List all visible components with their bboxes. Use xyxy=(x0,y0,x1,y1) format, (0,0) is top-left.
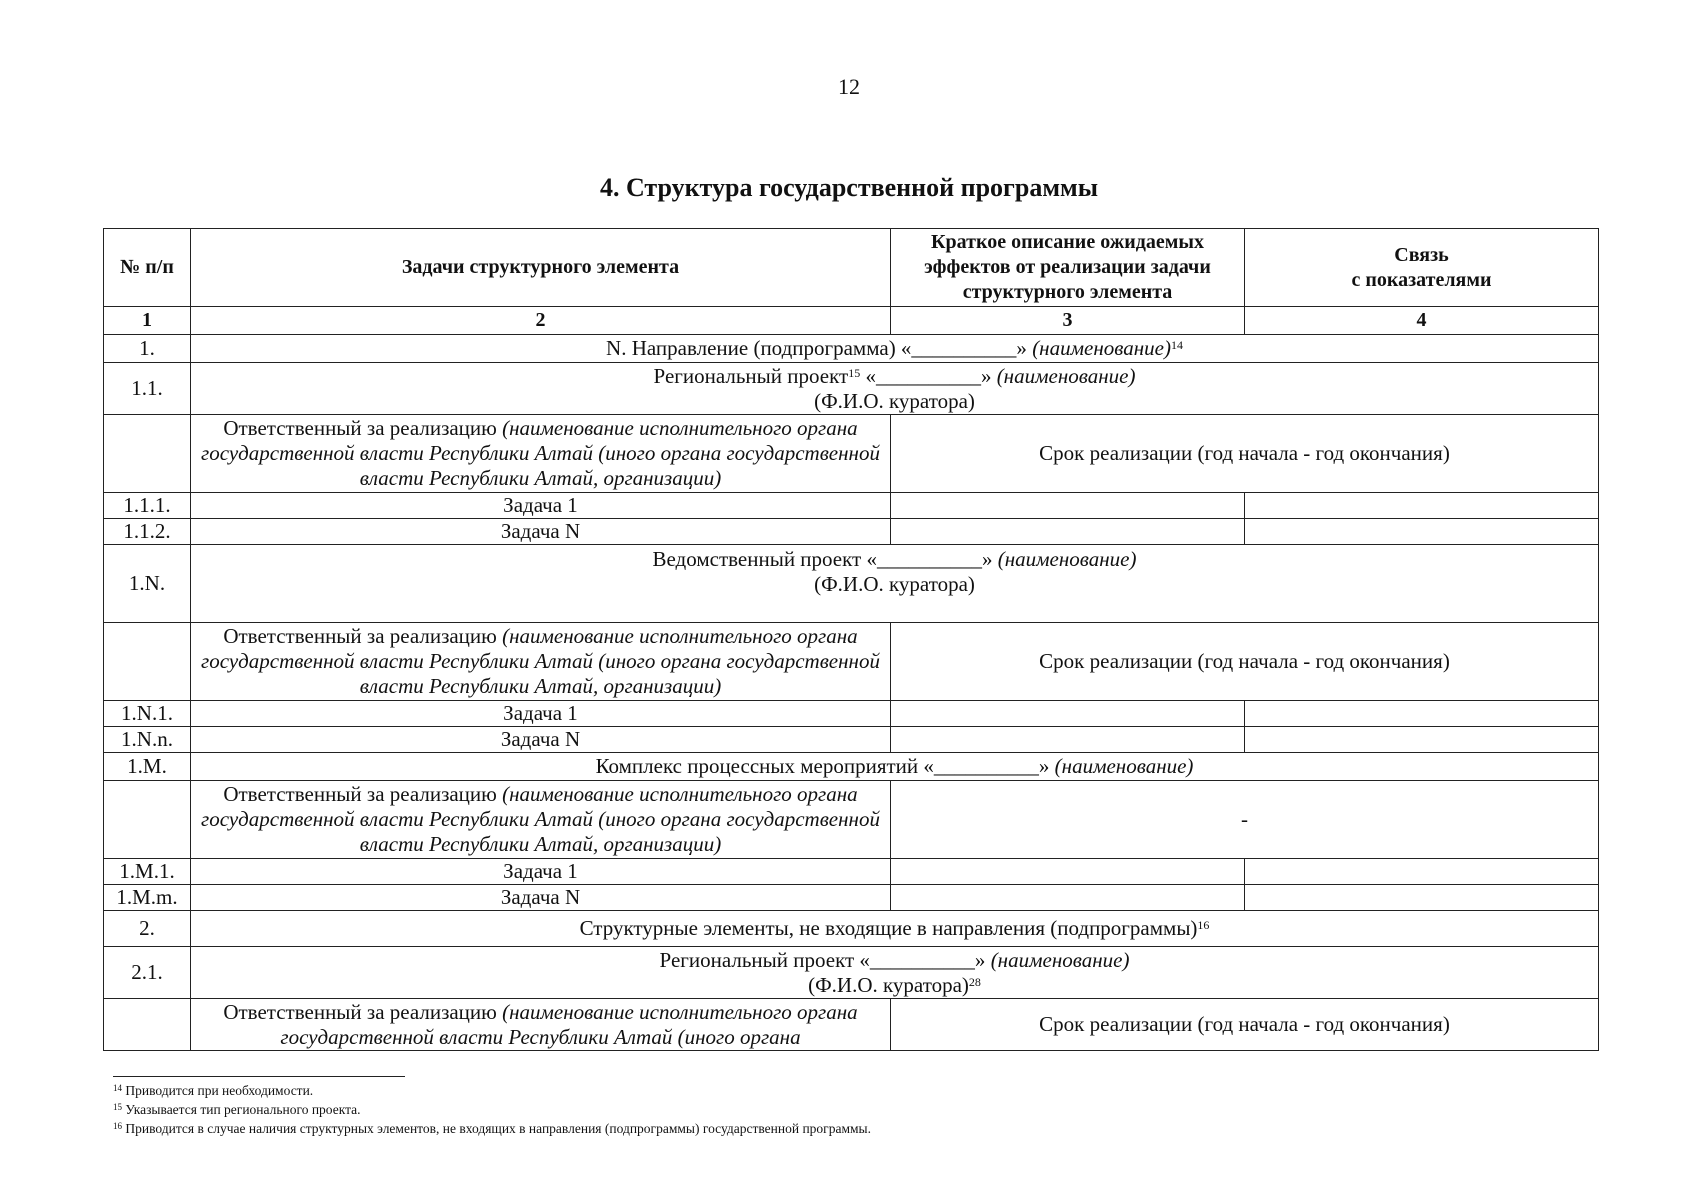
row-number: 1.N.n. xyxy=(104,727,191,753)
responsible-row xyxy=(104,999,1599,1051)
row-number: 1.N.1. xyxy=(104,701,191,727)
task-name: Задача 1 xyxy=(191,493,891,519)
footnote-ref: 15 xyxy=(848,365,861,380)
task-row xyxy=(104,885,1599,911)
footnote-ref: 14 xyxy=(1170,338,1183,352)
row-number: 1.M.m. xyxy=(104,885,191,911)
task-row xyxy=(104,493,1599,519)
header-link-line1: Связь xyxy=(1394,243,1449,266)
footnote xyxy=(113,1119,1413,1138)
regional-project-row xyxy=(104,363,1599,415)
header-row xyxy=(104,229,1599,307)
footnotes xyxy=(113,1075,1413,1138)
column-number: 4 xyxy=(1245,307,1599,335)
responsible-row xyxy=(104,781,1599,859)
row-number: 1.1. xyxy=(104,363,191,415)
header-link-line2: с показателями xyxy=(1351,268,1492,291)
curator-text: (Ф.И.О. куратора) xyxy=(814,572,975,596)
complex-text: Комплекс процессных мероприятий «__________» xyxy=(595,754,1055,778)
regional-project-text2: «__________» xyxy=(860,363,997,388)
responsible-cell xyxy=(191,623,891,701)
responsible-italic: (наименование исполнительного органа государственной власти Республики Алтай (иного органа государственной власти Республики Алтай, организации) xyxy=(201,782,880,856)
footnote-ref: 16 xyxy=(1197,918,1210,932)
header-tasks: Задачи структурного элемента xyxy=(191,229,891,307)
direction-title xyxy=(191,335,1599,363)
footnote-text: Приводится в случае наличия структурных элементов, не входящих в направления (подпрограммы) государственной программы. xyxy=(122,1121,871,1136)
departmental-project-italic: (наименование) xyxy=(997,547,1137,571)
row-number xyxy=(104,781,191,859)
column-number: 1 xyxy=(104,307,191,335)
departmental-project-title xyxy=(191,545,1599,623)
header-effects: Краткое описание ожидаемых эффектов от реализации задачи структурного элемента xyxy=(891,229,1245,307)
regional-project-row xyxy=(104,947,1599,999)
row-number xyxy=(104,415,191,493)
header-num: № п/п xyxy=(104,229,191,307)
column-number: 3 xyxy=(891,307,1245,335)
term-cell: Срок реализации (год начала - год окончания) xyxy=(891,999,1599,1051)
regional-project-title xyxy=(191,363,1599,415)
task-row xyxy=(104,701,1599,727)
row-number: 2. xyxy=(104,911,191,947)
effect-cell xyxy=(891,885,1245,911)
footnote-number: 16 xyxy=(113,1121,122,1131)
responsible-cell xyxy=(191,999,891,1051)
other-elements-row xyxy=(104,911,1599,947)
regional-project-text: Региональный проект «__________» xyxy=(659,947,991,972)
responsible-prefix: Ответственный за реализацию xyxy=(223,416,503,440)
row-number: 1.M.1. xyxy=(104,859,191,885)
responsible-italic: (наименование исполнительного органа государственной власти Республики Алтай (иного органа xyxy=(280,999,858,1049)
link-cell xyxy=(1245,519,1599,545)
effect-cell xyxy=(891,859,1245,885)
responsible-italic: (наименование исполнительного органа государственной власти Республики Алтай (иного органа государственной власти Республики Алтай, организации) xyxy=(201,416,880,490)
complex-title xyxy=(191,753,1599,781)
responsible-cell xyxy=(191,415,891,493)
footnote-number: 14 xyxy=(113,1083,122,1093)
footnote-text: Указывается тип регионального проекта. xyxy=(122,1102,361,1117)
term-cell: Срок реализации (год начала - год окончания) xyxy=(891,415,1599,493)
row-number: 2.1. xyxy=(104,947,191,999)
effect-cell xyxy=(891,701,1245,727)
structure-table xyxy=(103,228,1599,1051)
task-row xyxy=(104,859,1599,885)
link-cell xyxy=(1245,727,1599,753)
row-number: 1. xyxy=(104,335,191,363)
complex-row xyxy=(104,753,1599,781)
direction-row xyxy=(104,335,1599,363)
regional-project-italic: (наименование) xyxy=(996,363,1136,388)
curator-text: (Ф.И.О. куратора) xyxy=(808,972,969,997)
row-number: 1.1.1. xyxy=(104,493,191,519)
complex-italic: (наименование) xyxy=(1054,754,1194,778)
header-link xyxy=(1245,229,1599,307)
footnote xyxy=(113,1100,1413,1119)
page-number: 12 xyxy=(838,74,860,99)
direction-text: N. Направление (подпрограмма) «__________» xyxy=(606,336,1033,360)
regional-project-title xyxy=(191,947,1599,999)
link-cell xyxy=(1245,493,1599,519)
row-number xyxy=(104,623,191,701)
task-name: Задача N xyxy=(191,519,891,545)
departmental-project-row xyxy=(104,545,1599,623)
responsible-row xyxy=(104,415,1599,493)
link-cell xyxy=(1245,859,1599,885)
term-cell: - xyxy=(891,781,1599,859)
effect-cell xyxy=(891,493,1245,519)
departmental-project-text: Ведомственный проект «__________» xyxy=(652,547,998,571)
footnote-number: 15 xyxy=(113,1102,122,1112)
column-numbers-row xyxy=(104,307,1599,335)
footnote-ref: 28 xyxy=(968,974,981,989)
other-elements-text: Структурные элементы, не входящие в направления (подпрограммы) xyxy=(579,916,1198,940)
curator-text: (Ф.И.О. куратора) xyxy=(814,388,975,413)
effect-cell xyxy=(891,519,1245,545)
row-number xyxy=(104,999,191,1051)
row-number: 1.M. xyxy=(104,753,191,781)
regional-project-text: Региональный проект xyxy=(653,363,849,388)
other-elements-title xyxy=(191,911,1599,947)
effect-cell xyxy=(891,727,1245,753)
task-row xyxy=(104,519,1599,545)
responsible-prefix: Ответственный за реализацию xyxy=(223,999,503,1024)
regional-project-italic: (наименование) xyxy=(990,947,1130,972)
task-name: Задача 1 xyxy=(191,859,891,885)
responsible-row xyxy=(104,623,1599,701)
row-number: 1.1.2. xyxy=(104,519,191,545)
term-cell: Срок реализации (год начала - год окончания) xyxy=(891,623,1599,701)
column-number: 2 xyxy=(191,307,891,335)
direction-italic: (наименование) xyxy=(1032,336,1171,360)
link-cell xyxy=(1245,701,1599,727)
responsible-cell xyxy=(191,781,891,859)
link-cell xyxy=(1245,885,1599,911)
task-name: Задача 1 xyxy=(191,701,891,727)
task-row xyxy=(104,727,1599,753)
row-number: 1.N. xyxy=(104,545,191,623)
footnote xyxy=(113,1081,1413,1100)
footnote-text: Приводится при необходимости. xyxy=(122,1083,314,1098)
responsible-prefix: Ответственный за реализацию xyxy=(223,624,503,648)
responsible-italic: (наименование исполнительного органа государственной власти Республики Алтай (иного органа государственной власти Республики Алтай, организации) xyxy=(201,624,880,698)
task-name: Задача N xyxy=(191,885,891,911)
responsible-prefix: Ответственный за реализацию xyxy=(223,782,503,806)
page-title: 4. Структура государственной программы xyxy=(599,173,1099,202)
task-name: Задача N xyxy=(191,727,891,753)
